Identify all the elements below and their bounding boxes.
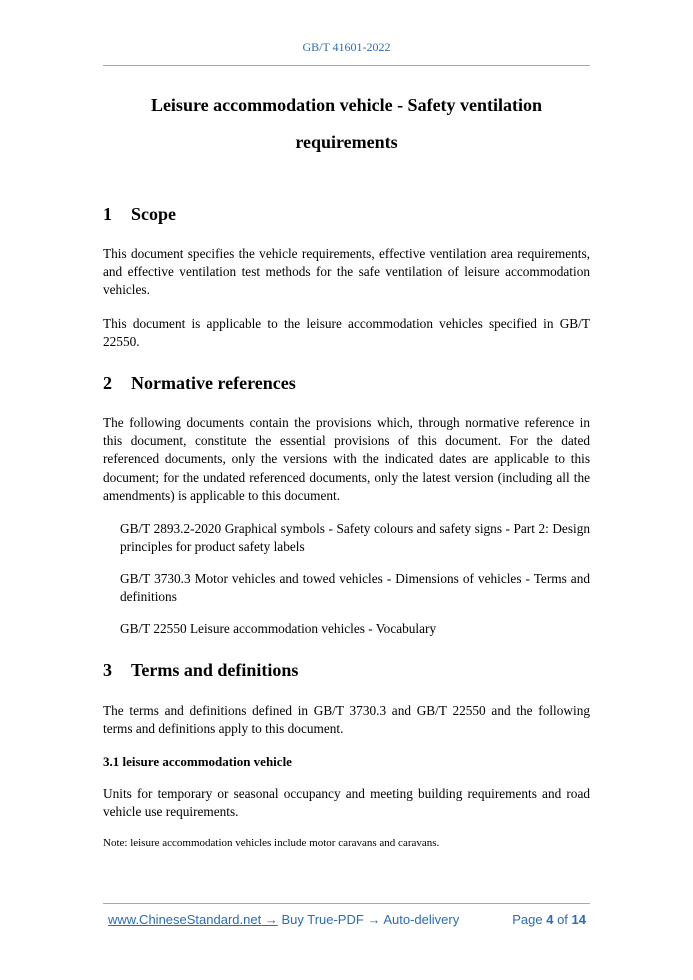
buy-true-pdf-text: Buy True-PDF: [281, 912, 364, 927]
page-indicator: [512, 912, 586, 927]
reference-item: GB/T 22550 Leisure accommodation vehicles - Vocabulary: [120, 621, 437, 636]
page-of: of: [557, 912, 568, 927]
page-label: Page: [512, 912, 543, 927]
arrow-right-icon: →: [367, 912, 381, 927]
page-current: 4: [546, 912, 554, 927]
page-footer: [108, 912, 586, 927]
document-title-line2: requirements: [295, 132, 398, 152]
document-title-line1: Leisure accommodation vehicle - Safety ventilation: [150, 95, 543, 115]
scope-paragraph-1: This document specifies the vehicle requirements, effective ventilation area requirements, and effective ventilation test methods for the safe ventilation of leisure accommodation vehicles.: [103, 246, 590, 298]
section-heading-terms-definitions: [103, 660, 298, 681]
section-heading-normative-references: [103, 373, 296, 394]
page-total: 14: [571, 912, 586, 927]
arrow-right-icon: →: [264, 912, 278, 927]
chinese-standard-link[interactable]: www.ChineseStandard.net →: [108, 912, 278, 927]
normative-intro-paragraph: The following documents contain the provisions which, through normative reference in this document, constitute the essential provisions of this document. For the dated referenced documents, only the versions with the indicated dates are applicable to this document; for the undated referenced documents, only the latest version (including all the amendments) is applicable to this document.: [103, 415, 590, 503]
header-divider: [103, 65, 590, 66]
terms-intro-paragraph: The terms and definitions defined in GB/T 3730.3 and GB/T 22550 and the following terms and definitions apply to this document.: [103, 703, 590, 737]
section-number: 3: [103, 660, 112, 680]
footer-divider: [103, 903, 590, 904]
section-heading-scope: [103, 204, 176, 225]
auto-delivery-text: Auto-delivery: [383, 912, 460, 927]
reference-item: GB/T 3730.3 Motor vehicles and towed vehicles - Dimensions of vehicles - Terms and definitions: [120, 571, 590, 605]
term-heading: 3.1 leisure accommodation vehicle: [103, 754, 292, 769]
section-number: 1: [103, 204, 112, 224]
document-number-header: GB/T 41601-2022: [302, 40, 391, 54]
scope-paragraph-2: This document is applicable to the leisure accommodation vehicles specified in GB/T 22550.: [103, 316, 590, 350]
section-title: Normative references: [131, 373, 296, 393]
term-definition: Units for temporary or seasonal occupancy and meeting building requirements and road vehicle use requirements.: [103, 786, 590, 820]
section-title: Scope: [131, 204, 176, 224]
term-note: Note: leisure accommodation vehicles include motor caravans and caravans.: [103, 837, 440, 849]
section-title: Terms and definitions: [131, 660, 299, 680]
section-number: 2: [103, 373, 112, 393]
reference-item: GB/T 2893.2-2020 Graphical symbols - Safety colours and safety signs - Part 2: Design principles for product safety labels: [120, 521, 590, 555]
